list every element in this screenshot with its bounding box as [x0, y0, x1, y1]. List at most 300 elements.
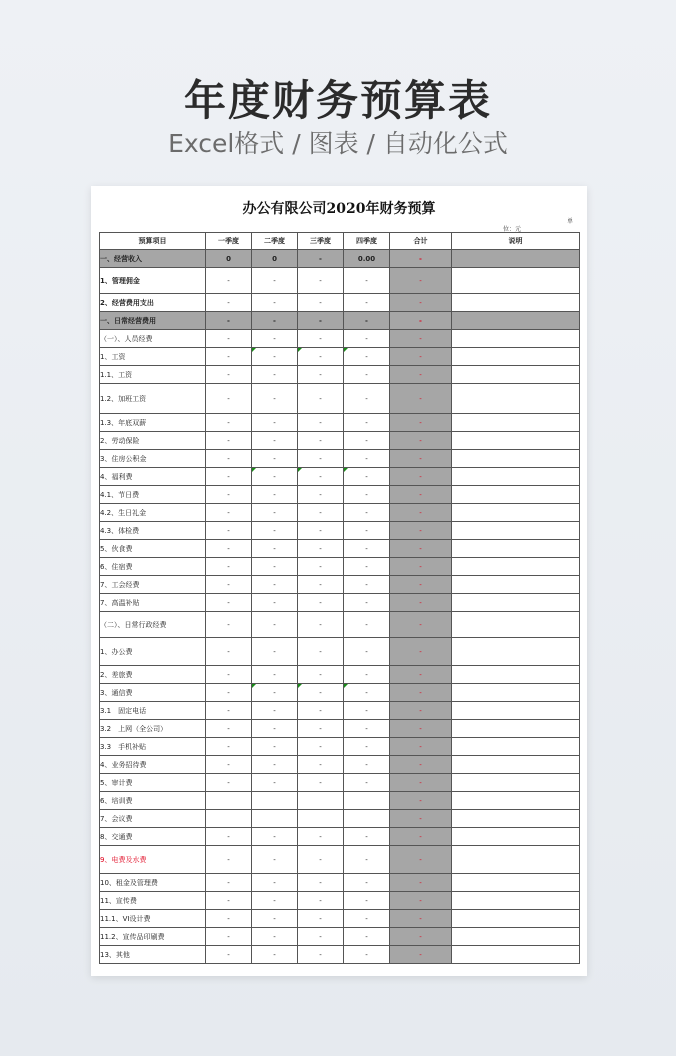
- cell-q2[interactable]: -: [252, 910, 298, 928]
- cell-total[interactable]: -: [390, 294, 452, 312]
- table-row: [100, 348, 580, 366]
- cell-q1[interactable]: -: [206, 892, 252, 910]
- cell-q4[interactable]: -: [344, 928, 390, 946]
- cell-q1[interactable]: -: [206, 468, 252, 486]
- cell-q1[interactable]: -: [206, 612, 252, 638]
- cell-notes[interactable]: [452, 928, 580, 946]
- cell-q3[interactable]: -: [298, 774, 344, 792]
- row-label[interactable]: 1.1、工资: [100, 366, 206, 384]
- row-label[interactable]: 4、业务招待费: [100, 756, 206, 774]
- cell-total[interactable]: -: [390, 774, 452, 792]
- row-label[interactable]: 1、办公费: [100, 638, 206, 666]
- cell-q4[interactable]: -: [344, 828, 390, 846]
- cell-total[interactable]: -: [390, 250, 452, 268]
- cell-q3[interactable]: -: [298, 892, 344, 910]
- cell-q3[interactable]: -: [298, 576, 344, 594]
- cell-q1[interactable]: -: [206, 774, 252, 792]
- cell-total[interactable]: -: [390, 558, 452, 576]
- cell-q3[interactable]: -: [298, 910, 344, 928]
- cell-q4[interactable]: -: [344, 638, 390, 666]
- page-subline: Excel格式 / 图表 / 自动化公式: [168, 129, 508, 158]
- row-label[interactable]: 一、经营收入: [100, 250, 206, 268]
- cell-q1[interactable]: -: [206, 414, 252, 432]
- row-label[interactable]: （一）、人员经费: [100, 330, 206, 348]
- cell-q4[interactable]: -: [344, 558, 390, 576]
- row-label[interactable]: 6、培训费: [100, 792, 206, 810]
- row-label[interactable]: 7、会议费: [100, 810, 206, 828]
- cell-q4[interactable]: -: [344, 504, 390, 522]
- cell-total[interactable]: -: [390, 928, 452, 946]
- cell-q2[interactable]: -: [252, 666, 298, 684]
- row-label[interactable]: 5、伙食费: [100, 540, 206, 558]
- table-row: [100, 540, 580, 558]
- row-label[interactable]: 10、租金及管理费: [100, 874, 206, 892]
- cell-total[interactable]: -: [390, 540, 452, 558]
- cell-q1[interactable]: -: [206, 720, 252, 738]
- cell-q2[interactable]: -: [252, 366, 298, 384]
- header-q4: 四季度: [344, 233, 390, 250]
- header-notes: 说明: [452, 233, 580, 250]
- cell-q2[interactable]: -: [252, 294, 298, 312]
- cell-q1[interactable]: -: [206, 594, 252, 612]
- cell-q3[interactable]: -: [298, 384, 344, 414]
- cell-notes[interactable]: [452, 702, 580, 720]
- cell-q4[interactable]: -: [344, 720, 390, 738]
- cell-q1[interactable]: -: [206, 294, 252, 312]
- row-label[interactable]: 1、工资: [100, 348, 206, 366]
- cell-q3[interactable]: -: [298, 486, 344, 504]
- cell-q4[interactable]: -: [344, 666, 390, 684]
- cell-q1[interactable]: -: [206, 366, 252, 384]
- cell-q4[interactable]: -: [344, 702, 390, 720]
- cell-total[interactable]: -: [390, 450, 452, 468]
- cell-total[interactable]: -: [390, 522, 452, 540]
- cell-q3[interactable]: -: [298, 846, 344, 874]
- cell-q2[interactable]: -: [252, 612, 298, 638]
- cell-q2[interactable]: -: [252, 330, 298, 348]
- cell-q2[interactable]: -: [252, 774, 298, 792]
- cell-q4[interactable]: -: [344, 594, 390, 612]
- cell-q3[interactable]: -: [298, 250, 344, 268]
- cell-q4[interactable]: -: [344, 268, 390, 294]
- cell-q3[interactable]: -: [298, 756, 344, 774]
- cell-q3[interactable]: -: [298, 928, 344, 946]
- cell-q2[interactable]: -: [252, 684, 298, 702]
- cell-q1[interactable]: -: [206, 702, 252, 720]
- page-headline: 年度财务预算表: [183, 76, 492, 125]
- cell-total[interactable]: -: [390, 330, 452, 348]
- cell-total[interactable]: -: [390, 366, 452, 384]
- cell-notes[interactable]: [452, 946, 580, 964]
- cell-q1[interactable]: -: [206, 910, 252, 928]
- row-label[interactable]: 1.3、年底双薪: [100, 414, 206, 432]
- table-row: [100, 558, 580, 576]
- cell-total[interactable]: -: [390, 414, 452, 432]
- table-row: [100, 432, 580, 450]
- cell-notes[interactable]: [452, 312, 580, 330]
- cell-notes[interactable]: [452, 638, 580, 666]
- cell-notes[interactable]: [452, 810, 580, 828]
- cell-q1[interactable]: -: [206, 874, 252, 892]
- cell-q1[interactable]: -: [206, 928, 252, 946]
- cell-q2[interactable]: -: [252, 756, 298, 774]
- table-row: [100, 594, 580, 612]
- cell-q3[interactable]: -: [298, 330, 344, 348]
- row-label[interactable]: 一、日常经营费用: [100, 312, 206, 330]
- cell-q1[interactable]: -: [206, 540, 252, 558]
- cell-q4[interactable]: -: [344, 294, 390, 312]
- cell-q2[interactable]: -: [252, 738, 298, 756]
- cell-total[interactable]: -: [390, 348, 452, 366]
- cell-q3[interactable]: -: [298, 638, 344, 666]
- table-row: [100, 294, 580, 312]
- cell-q1[interactable]: 0: [206, 250, 252, 268]
- cell-notes[interactable]: [452, 576, 580, 594]
- table-row: [100, 450, 580, 468]
- cell-total[interactable]: -: [390, 504, 452, 522]
- cell-q2[interactable]: -: [252, 486, 298, 504]
- cell-q2[interactable]: -: [252, 874, 298, 892]
- row-label[interactable]: 4.3、体检费: [100, 522, 206, 540]
- table-row: [100, 666, 580, 684]
- header-row: [100, 233, 580, 250]
- cell-total[interactable]: -: [390, 946, 452, 964]
- table-row: [100, 828, 580, 846]
- cell-notes[interactable]: [452, 684, 580, 702]
- cell-q3[interactable]: [298, 810, 344, 828]
- table-row: [100, 928, 580, 946]
- cell-total[interactable]: -: [390, 702, 452, 720]
- cell-q2[interactable]: 0: [252, 250, 298, 268]
- cell-notes[interactable]: [452, 792, 580, 810]
- cell-notes[interactable]: [452, 330, 580, 348]
- cell-q3[interactable]: -: [298, 468, 344, 486]
- row-label[interactable]: （二）、日常行政经费: [100, 612, 206, 638]
- cell-q1[interactable]: -: [206, 828, 252, 846]
- cell-q4[interactable]: -: [344, 846, 390, 874]
- cell-notes[interactable]: [452, 594, 580, 612]
- cell-q4[interactable]: -: [344, 946, 390, 964]
- header-q3: 三季度: [298, 233, 344, 250]
- cell-q2[interactable]: -: [252, 846, 298, 874]
- cell-notes[interactable]: [452, 666, 580, 684]
- cell-q3[interactable]: -: [298, 720, 344, 738]
- cell-notes[interactable]: [452, 250, 580, 268]
- cell-q4[interactable]: -: [344, 522, 390, 540]
- table-row: [100, 384, 580, 414]
- budget-table: [99, 232, 580, 964]
- cell-q4[interactable]: 0.00: [344, 250, 390, 268]
- table-row: [100, 522, 580, 540]
- cell-q3[interactable]: -: [298, 432, 344, 450]
- cell-notes[interactable]: [452, 540, 580, 558]
- cell-notes[interactable]: [452, 294, 580, 312]
- cell-notes[interactable]: [452, 366, 580, 384]
- cell-q2[interactable]: -: [252, 594, 298, 612]
- cell-q1[interactable]: -: [206, 522, 252, 540]
- row-label[interactable]: 1.2、加班工资: [100, 384, 206, 414]
- row-label[interactable]: 3.2 上网（全公司）: [100, 720, 206, 738]
- cell-q3[interactable]: -: [298, 594, 344, 612]
- cell-total[interactable]: -: [390, 638, 452, 666]
- row-label[interactable]: 11.2、宣传品印刷费: [100, 928, 206, 946]
- cell-q1[interactable]: -: [206, 384, 252, 414]
- table-row: [100, 810, 580, 828]
- table-row: [100, 738, 580, 756]
- cell-q2[interactable]: [252, 810, 298, 828]
- table-row: [100, 846, 580, 874]
- table-row: [100, 702, 580, 720]
- cell-total[interactable]: -: [390, 432, 452, 450]
- cell-q2[interactable]: -: [252, 522, 298, 540]
- cell-total[interactable]: -: [390, 684, 452, 702]
- row-label[interactable]: 1、管理佣金: [100, 268, 206, 294]
- cell-notes[interactable]: [452, 756, 580, 774]
- cell-notes[interactable]: [452, 414, 580, 432]
- cell-q4[interactable]: -: [344, 756, 390, 774]
- cell-q3[interactable]: -: [298, 450, 344, 468]
- cell-q1[interactable]: -: [206, 450, 252, 468]
- row-label[interactable]: 2、差旅费: [100, 666, 206, 684]
- cell-q2[interactable]: -: [252, 414, 298, 432]
- row-label[interactable]: 8、交通费: [100, 828, 206, 846]
- row-label[interactable]: 5、审计费: [100, 774, 206, 792]
- cell-total[interactable]: -: [390, 594, 452, 612]
- cell-notes[interactable]: [452, 846, 580, 874]
- cell-q1[interactable]: -: [206, 312, 252, 330]
- cell-q2[interactable]: -: [252, 384, 298, 414]
- cell-q2[interactable]: -: [252, 504, 298, 522]
- cell-total[interactable]: -: [390, 486, 452, 504]
- cell-total[interactable]: -: [390, 846, 452, 874]
- cell-q2[interactable]: -: [252, 576, 298, 594]
- row-label[interactable]: 11.1、VI设计费: [100, 910, 206, 928]
- cell-q4[interactable]: -: [344, 330, 390, 348]
- cell-q3[interactable]: -: [298, 558, 344, 576]
- cell-q4[interactable]: -: [344, 576, 390, 594]
- cell-q1[interactable]: [206, 810, 252, 828]
- row-label[interactable]: 7、工会经费: [100, 576, 206, 594]
- header-q1: 一季度: [206, 233, 252, 250]
- cell-q1[interactable]: [206, 792, 252, 810]
- cell-q4[interactable]: -: [344, 432, 390, 450]
- cell-notes[interactable]: [452, 910, 580, 928]
- table-row: [100, 892, 580, 910]
- cell-q4[interactable]: -: [344, 684, 390, 702]
- cell-q4[interactable]: -: [344, 774, 390, 792]
- cell-notes[interactable]: [452, 384, 580, 414]
- cell-q4[interactable]: -: [344, 892, 390, 910]
- cell-q2[interactable]: -: [252, 540, 298, 558]
- cell-q2[interactable]: -: [252, 450, 298, 468]
- cell-q2[interactable]: -: [252, 558, 298, 576]
- row-label[interactable]: 3、住房公积金: [100, 450, 206, 468]
- cell-q4[interactable]: -: [344, 910, 390, 928]
- cell-notes[interactable]: [452, 432, 580, 450]
- cell-q2[interactable]: -: [252, 702, 298, 720]
- row-label[interactable]: 3.3 手机补贴: [100, 738, 206, 756]
- cell-notes[interactable]: [452, 738, 580, 756]
- cell-total[interactable]: -: [390, 666, 452, 684]
- cell-q2[interactable]: -: [252, 268, 298, 294]
- cell-notes[interactable]: [452, 504, 580, 522]
- cell-q3[interactable]: [298, 792, 344, 810]
- sheet-title: 办公有限公司2020年财务预算: [242, 201, 436, 217]
- row-label[interactable]: 9、电费及水费: [100, 846, 206, 874]
- cell-q4[interactable]: -: [344, 612, 390, 638]
- cell-q3[interactable]: -: [298, 540, 344, 558]
- cell-q1[interactable]: -: [206, 432, 252, 450]
- cell-notes[interactable]: [452, 612, 580, 638]
- table-row: [100, 946, 580, 964]
- cell-q3[interactable]: -: [298, 522, 344, 540]
- cell-q1[interactable]: -: [206, 684, 252, 702]
- cell-q2[interactable]: -: [252, 892, 298, 910]
- row-label[interactable]: 6、住宿费: [100, 558, 206, 576]
- cell-q3[interactable]: -: [298, 366, 344, 384]
- cell-total[interactable]: -: [390, 810, 452, 828]
- row-label[interactable]: 7、高温补贴: [100, 594, 206, 612]
- cell-q1[interactable]: -: [206, 486, 252, 504]
- header-total: 合计: [390, 233, 452, 250]
- row-label[interactable]: 11、宣传费: [100, 892, 206, 910]
- cell-q2[interactable]: -: [252, 720, 298, 738]
- row-label[interactable]: 4.2、生日礼金: [100, 504, 206, 522]
- cell-q4[interactable]: -: [344, 486, 390, 504]
- cell-q1[interactable]: -: [206, 756, 252, 774]
- cell-q1[interactable]: -: [206, 558, 252, 576]
- cell-q1[interactable]: -: [206, 268, 252, 294]
- cell-total[interactable]: -: [390, 738, 452, 756]
- unit-label-bottom: 位：元: [502, 226, 521, 233]
- row-label[interactable]: 2、劳动保险: [100, 432, 206, 450]
- row-label[interactable]: 13、其他: [100, 946, 206, 964]
- cell-q3[interactable]: -: [298, 738, 344, 756]
- row-label[interactable]: 2、经营费用支出: [100, 294, 206, 312]
- row-label[interactable]: 4、福利费: [100, 468, 206, 486]
- cell-notes[interactable]: [452, 558, 580, 576]
- cell-q1[interactable]: -: [206, 504, 252, 522]
- cell-total[interactable]: -: [390, 892, 452, 910]
- table-row: [100, 366, 580, 384]
- cell-q4[interactable]: -: [344, 468, 390, 486]
- cell-total[interactable]: -: [390, 756, 452, 774]
- cell-q4[interactable]: -: [344, 540, 390, 558]
- cell-q2[interactable]: -: [252, 928, 298, 946]
- cell-notes[interactable]: [452, 522, 580, 540]
- cell-q3[interactable]: -: [298, 348, 344, 366]
- cell-q4[interactable]: -: [344, 738, 390, 756]
- table-row: [100, 414, 580, 432]
- cell-q3[interactable]: -: [298, 294, 344, 312]
- cell-q4[interactable]: -: [344, 384, 390, 414]
- cell-q3[interactable]: -: [298, 268, 344, 294]
- cell-q1[interactable]: -: [206, 666, 252, 684]
- cell-total[interactable]: -: [390, 576, 452, 594]
- cell-q2[interactable]: -: [252, 348, 298, 366]
- cell-q4[interactable]: -: [344, 414, 390, 432]
- cell-q3[interactable]: -: [298, 828, 344, 846]
- cell-q3[interactable]: -: [298, 612, 344, 638]
- cell-total[interactable]: -: [390, 312, 452, 330]
- table-row: [100, 504, 580, 522]
- cell-q2[interactable]: -: [252, 312, 298, 330]
- cell-total[interactable]: -: [390, 874, 452, 892]
- cell-q1[interactable]: -: [206, 330, 252, 348]
- cell-q1[interactable]: -: [206, 638, 252, 666]
- cell-q1[interactable]: -: [206, 576, 252, 594]
- cell-q4[interactable]: -: [344, 348, 390, 366]
- cell-notes[interactable]: [452, 268, 580, 294]
- cell-q4[interactable]: -: [344, 366, 390, 384]
- cell-q1[interactable]: -: [206, 348, 252, 366]
- table-row: [100, 486, 580, 504]
- cell-total[interactable]: -: [390, 268, 452, 294]
- cell-notes[interactable]: [452, 468, 580, 486]
- cell-q4[interactable]: [344, 810, 390, 828]
- row-label[interactable]: 4.1、节日费: [100, 486, 206, 504]
- spreadsheet-preview: [91, 186, 587, 976]
- cell-q3[interactable]: -: [298, 946, 344, 964]
- cell-q1[interactable]: -: [206, 738, 252, 756]
- cell-notes[interactable]: [452, 486, 580, 504]
- cell-notes[interactable]: [452, 720, 580, 738]
- cell-total[interactable]: -: [390, 828, 452, 846]
- cell-total[interactable]: -: [390, 468, 452, 486]
- cell-notes[interactable]: [452, 348, 580, 366]
- row-label[interactable]: 3、通信费: [100, 684, 206, 702]
- cell-total[interactable]: -: [390, 792, 452, 810]
- cell-q2[interactable]: -: [252, 828, 298, 846]
- cell-q3[interactable]: -: [298, 312, 344, 330]
- cell-q4[interactable]: -: [344, 874, 390, 892]
- cell-total[interactable]: -: [390, 720, 452, 738]
- cell-q2[interactable]: [252, 792, 298, 810]
- cell-q1[interactable]: -: [206, 846, 252, 874]
- table-row: [100, 792, 580, 810]
- header-item: 预算项目: [100, 233, 206, 250]
- cell-notes[interactable]: [452, 828, 580, 846]
- cell-q4[interactable]: -: [344, 312, 390, 330]
- cell-total[interactable]: -: [390, 612, 452, 638]
- table-row: [100, 312, 580, 330]
- cell-q3[interactable]: -: [298, 666, 344, 684]
- cell-q2[interactable]: -: [252, 432, 298, 450]
- cell-q3[interactable]: -: [298, 414, 344, 432]
- cell-q2[interactable]: -: [252, 468, 298, 486]
- cell-q3[interactable]: -: [298, 684, 344, 702]
- cell-q4[interactable]: [344, 792, 390, 810]
- cell-q4[interactable]: -: [344, 450, 390, 468]
- cell-q3[interactable]: -: [298, 874, 344, 892]
- cell-total[interactable]: -: [390, 910, 452, 928]
- cell-notes[interactable]: [452, 450, 580, 468]
- row-label[interactable]: 3.1 固定电话: [100, 702, 206, 720]
- table-row: [100, 268, 580, 294]
- cell-total[interactable]: -: [390, 384, 452, 414]
- cell-q2[interactable]: -: [252, 946, 298, 964]
- cell-notes[interactable]: [452, 774, 580, 792]
- cell-notes[interactable]: [452, 874, 580, 892]
- cell-notes[interactable]: [452, 892, 580, 910]
- unit-label-top: 单: [566, 218, 573, 225]
- cell-q2[interactable]: -: [252, 638, 298, 666]
- cell-q3[interactable]: -: [298, 702, 344, 720]
- table-row: [100, 638, 580, 666]
- cell-q1[interactable]: -: [206, 946, 252, 964]
- cell-q3[interactable]: -: [298, 504, 344, 522]
- table-row: [100, 250, 580, 268]
